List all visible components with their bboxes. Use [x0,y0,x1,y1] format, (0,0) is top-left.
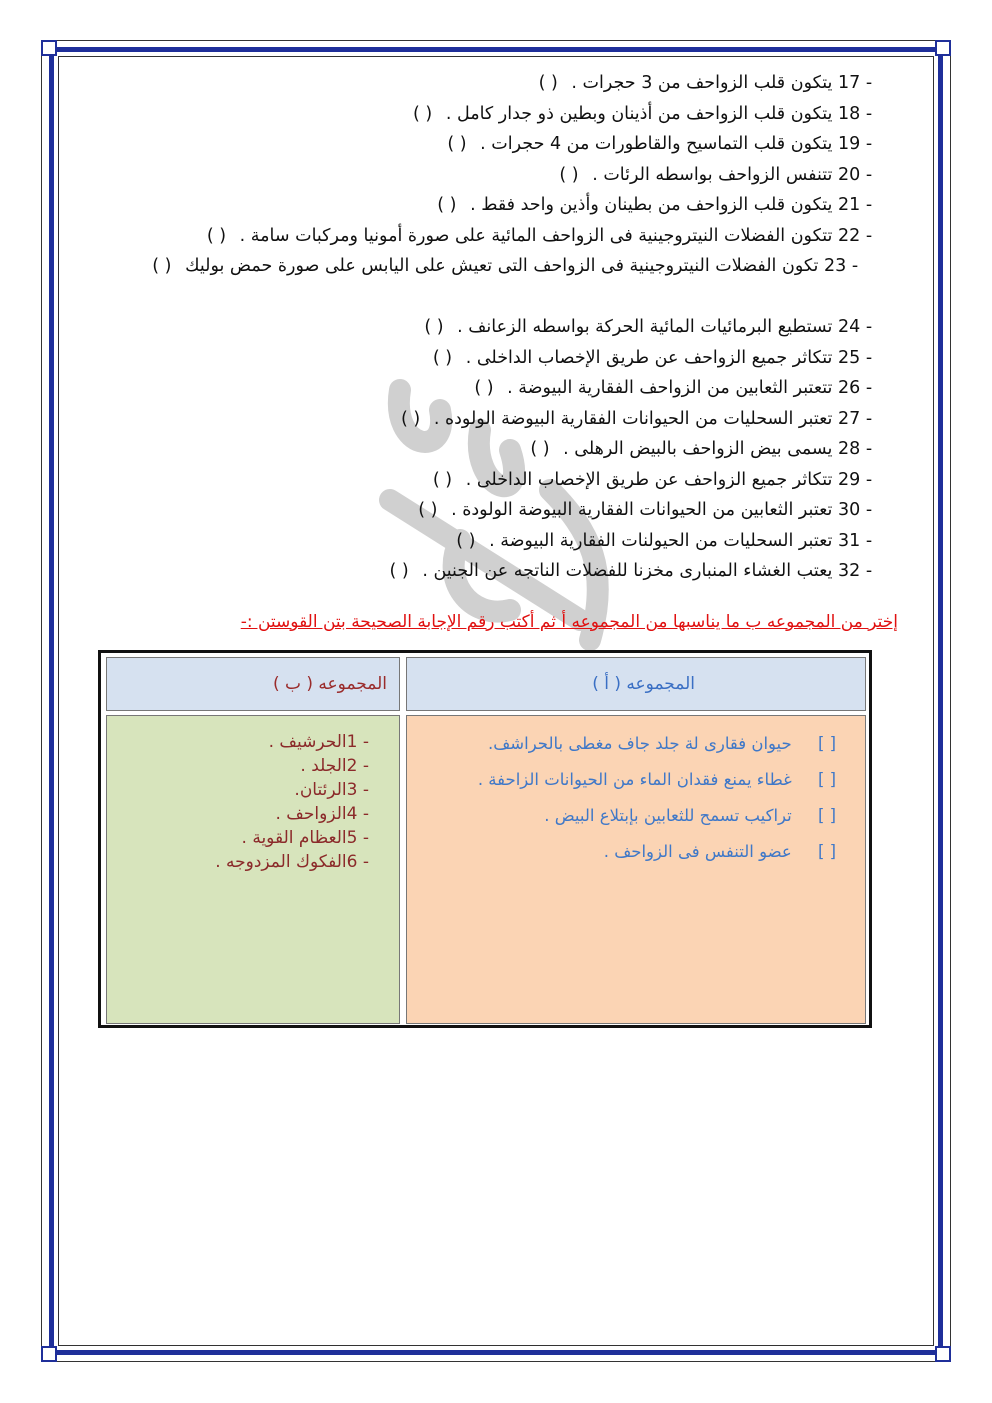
true-false-questions [60,68,898,587]
answer-parentheses: ( ) [206,225,227,246]
question-text: تعتبر الثعابين من الحيوانات الفقارية البيوضة الولودة . [451,500,833,520]
question-number: 30 - [838,500,873,520]
question-number: 19 - [838,134,873,154]
matching-instruction: إختر من المجموعه ب ما يناسبها من المجموعه أ ثم أكتب رقم الإجابة الصحيحة بتن القوستن :- [240,612,898,632]
answer-parentheses: ( ) [389,561,409,581]
item-text: الفكوك المزدوجه . [215,852,347,872]
item-number: 6 - [346,852,369,872]
question-number: 18 - [838,103,873,124]
answer-bracket: [ ] [817,734,837,753]
item-text: تراكيب تسمح للثعابين بإبتلاع البيض . [544,806,792,825]
answer-parentheses: ( ) [432,347,453,368]
answer-parentheses: ( ) [413,103,433,124]
group-b-item [107,802,369,826]
answer-parentheses: ( ) [152,256,172,276]
question-text: يتكون قلب الزواحف من بطينان وأذين واحد فقط . [470,195,833,215]
question-number: 20 - [838,164,873,185]
item-text: العظام القوية . [241,828,347,848]
group-b-item [107,826,369,850]
group-b-column [106,715,400,1024]
question-number: 23 - [824,256,859,276]
group-b-item [107,778,369,802]
item-text: حيوان فقارى لة جلد جاف مغطى بالحراشف. [487,734,792,753]
item-number: 1 - [346,732,369,752]
group-a-column [406,715,866,1024]
answer-parentheses: ( ) [559,164,579,185]
question-22 [60,221,898,252]
question-number: 17 - [838,73,873,93]
header-group-b: المجموعه ( ب ) [106,657,400,711]
question-text: تتنفس الزواحف بواسطه الرئات . [592,164,833,185]
answer-bracket: [ ] [817,806,837,825]
question-text: تتكاثر جميع الزواحف عن طريق الإخصاب الداخلى . [465,469,833,490]
answer-parentheses: ( ) [437,195,457,215]
group-a-item [407,838,865,866]
item-number: 4 - [346,804,369,824]
question-31 [60,526,898,557]
question-text: تعتبر السحليات من الحيولنات الفقارية البيوضة . [489,530,833,551]
question-text: يتكون قلب الزواحف من أذينان وبطين ذو جدار كامل . [445,103,833,124]
question-number: 24 - [838,317,873,337]
answer-bracket: [ ] [817,842,837,861]
item-text: الحرشيف . [268,732,347,752]
question-number: 25 - [838,347,873,368]
question-number: 26 - [838,378,873,398]
item-text: الزواحف . [275,804,347,824]
question-19 [60,129,898,160]
question-number: 27 - [838,408,873,429]
question-text: يتكون قلب الزواحف من 3 حجرات . [571,73,833,93]
question-26 [60,373,898,404]
question-number: 29 - [838,469,873,490]
group-a-item [407,766,865,794]
group-a-item [407,730,865,758]
answer-parentheses: ( ) [538,73,558,93]
question-25 [60,343,898,374]
question-17 [60,68,898,99]
question-text: تتكاثر جميع الزواحف عن طريق الإخصاب الداخلى . [465,347,833,368]
question-text: تتكون الفضلات النيتروجينية فى الزواحف المائية على صورة أمونيا ومركبات سامة . [239,225,833,246]
question-29 [60,465,898,496]
question-text: تعتبر السحليات من الحيوانات الفقارية البيوضة الولوده . [433,408,833,429]
question-18 [60,99,898,130]
answer-parentheses: ( ) [447,134,467,154]
group-b-item [107,850,369,874]
question-20 [60,160,898,191]
question-number: 32 - [838,561,873,581]
item-number: 2 - [346,756,369,776]
question-number: 31 - [838,530,873,551]
answer-parentheses: ( ) [424,317,444,337]
answer-parentheses: ( ) [401,408,421,429]
answer-parentheses: ( ) [456,530,476,551]
header-group-a: المجموعه ( أ ) [406,657,866,711]
question-number: 21 - [838,195,873,215]
corner-ornament [41,1346,57,1362]
item-text: الرئتان. [294,780,347,800]
item-text: عضو التنفس فى الزواحف . [603,842,792,861]
item-text: غطاء يمنع فقدان الماء من الحيوانات الزاحفة . [477,770,792,789]
answer-bracket: [ ] [817,770,837,789]
question-text: تتعتبر الثعابين من الزواحف الفقارية البيوضة . [507,378,833,398]
item-text: الجلد . [300,756,347,776]
question-number: 28 - [838,439,873,459]
question-text: تكون الفضلات النيتروجينية فى الزواحف التى تعيش على اليابس على صورة حمض بوليك [185,256,819,276]
question-32 [60,556,898,587]
question-text: يعتب الغشاء المنبارى مخزنا للفضلات الناتجه عن الجنين . [422,561,833,581]
question-30 [60,495,898,526]
answer-parentheses: ( ) [432,469,453,490]
question-text: يتكون قلب التماسيح والقاطورات من 4 حجرات . [480,134,833,154]
item-number: 5 - [346,828,369,848]
corner-ornament [935,1346,951,1362]
question-text: تستطيع البرمائيات المائية الحركة بواسطه الزعانف . [457,317,833,337]
item-number: 3 - [346,780,369,800]
answer-parentheses: ( ) [474,378,494,398]
group-b-item [107,730,369,754]
question-23 [60,251,898,312]
group-b-item [107,754,369,778]
question-text: يسمى بيض الزواحف بالبيض الرهلى . [563,439,833,459]
group-a-item [407,802,865,830]
question-21 [60,190,898,221]
corner-ornament [935,40,951,56]
answer-parentheses: ( ) [418,500,438,520]
question-27 [60,404,898,435]
question-24 [60,312,898,343]
matching-table [98,650,872,1028]
answer-parentheses: ( ) [530,439,550,459]
corner-ornament [41,40,57,56]
question-28 [60,434,898,465]
question-number: 22 - [838,225,873,246]
